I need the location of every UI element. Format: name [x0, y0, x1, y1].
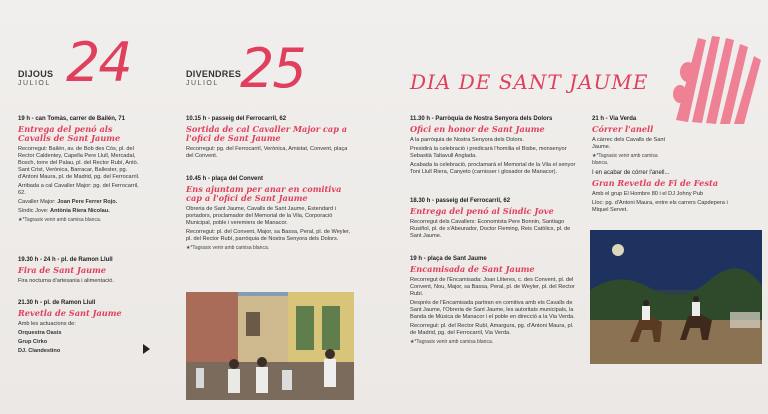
event-saint-2 — [410, 198, 580, 242]
event-text: Recorregut de l'Encamisada: Joan Lliteres, c. des Convent, pl. del Convent, Nou, Major, sa Bassa, Peral, pl. de Weyler, pl. del Rector Rubí. — [410, 277, 575, 297]
event-time: 11.30 h - Parròquia de Nostra Senyora dels Dolors — [410, 116, 553, 122]
event-title: Entrega del penó als Cavalls de Sant Jaume — [18, 124, 121, 143]
event-text: Recorregut dels Cavallers: Economista Pere Bonnin, Santiago Rusiñol, pl. de s'Abeurador, Doctor Fleming, Reis Catòlics, pl. de Sant Jaume. — [410, 219, 571, 239]
band-name: Orquestra Oasis — [18, 330, 62, 336]
day-25-month: JULIOL — [186, 80, 219, 87]
night-horse-photo — [590, 230, 762, 364]
event-title: Córrer l'anell — [592, 124, 654, 134]
event-time: 19.30 h - 24 h - pl. de Ramon Llull — [18, 257, 113, 263]
event-25-1 — [186, 116, 352, 162]
event-title: Gran Revetla de Fi de Festa — [592, 178, 719, 188]
event-person: Cavaller Major: Joan Pere Ferrer Rojo. — [18, 199, 118, 205]
event-title: Ens ajuntam per anar en comitiva cap a l'ofici de Sant Jaume — [186, 184, 342, 203]
event-text: Recorregut: pg. del Ferrocarril, Verònica, Amistat, Convent, plaça del Convent. — [186, 146, 348, 159]
band-name: DJ. Clandestino — [18, 348, 61, 354]
event-time: 19 h - can Tomàs, carrer de Bailén, 71 — [18, 116, 125, 122]
event-24-1 — [18, 116, 146, 224]
event-title: Sortida de cal Cavaller Major cap a l'ofici de Sant Jaume — [186, 124, 348, 143]
event-time: 21.30 h - pl. de Ramon Llull — [18, 300, 96, 306]
event-text: Recorregut: Bailén, av. de Bob des Cós, pl. del Rector Caldentey, Capella Pere Llull, Mercadal, Bosch, torre del Palau, pl. del Rector Rubí, Antò. Sant Crist, Verònica, Barracar, Ballester, pg. d'Antoni Maura, pl. de Madrid, pg. del Ferrocarril. — [18, 146, 140, 180]
event-time: 19 h - plaça de Sant Jaume — [410, 256, 487, 262]
event-dress-note: ★ *Tagrasix venir amb camisa blanca. — [410, 339, 580, 346]
event-title: Encamisada de Sant Jaume — [410, 264, 535, 274]
event-dress-note: ★ *Tagrasix venir amb camisa blanca. — [186, 245, 352, 252]
event-time: 10.15 h - passeig del Ferrocarril, 62 — [186, 116, 287, 122]
event-time: 21 h - Via Verda — [592, 116, 637, 122]
event-text: Amb les actuacions de: — [18, 321, 76, 327]
event-25-2 — [186, 176, 352, 252]
event-saint-5 — [592, 170, 742, 216]
event-dress-note: ★ *Tagrasix venir amb camisa blanca. — [592, 153, 672, 167]
event-time: 10.45 h - plaça del Convent — [186, 176, 264, 182]
day-25-number: 25 — [240, 37, 305, 100]
event-title: Fira de Sant Jaume — [18, 265, 106, 275]
event-text: A la parròquia de Nostra Senyora dels Dolors. — [410, 137, 524, 143]
event-text: Arribada a cal Cavaller Major: pg. del Ferrocarril, 62. — [18, 183, 139, 196]
day-25-name: DIVENDRES — [186, 69, 242, 79]
event-text: Obreria de Sant Jaume, Cavalls de Sant Jaume, Estendard i portadors, proclamador del Memorial de la Vila, Corporació Municipal, poble i veremiers de Manacor. — [186, 206, 336, 226]
saint-day-heading: DIA DE SANT JAUME — [410, 70, 649, 94]
event-text: Fira nocturna d'artesania i alimentació. — [18, 278, 114, 284]
event-title: Entrega del penó al Síndic Jove — [410, 206, 554, 216]
event-title: Revetla de Sant Jaume — [18, 308, 122, 318]
event-text: Amb el grup El Hombre 80 i el DJ Johny Pub — [592, 191, 703, 197]
event-saint-4 — [592, 116, 672, 167]
event-title: Ofici en honor de Sant Jaume — [410, 124, 545, 134]
event-text: Lloc: pg. d'Antoni Maura, entre els carrers Capdepera i Miquel Servet. — [592, 200, 728, 213]
day-24-number: 24 — [66, 31, 131, 94]
street-procession-photo — [186, 292, 354, 400]
event-24-3 — [18, 300, 146, 357]
band-name: Grup Cirko — [18, 339, 48, 345]
event-text: Després de l'Encamisada partiran en comitiva amb els Cavalls de Sant Jaume, l'Obreria de Sant Jaume, les autoritats municipals, la Banda de Música de Manacor i el poble en direcció a la Via Verda. — [410, 300, 575, 320]
day-24-name: DIJOUS — [18, 69, 54, 79]
event-text: Acabada la celebració, proclamarà el Memorial de la Vila el senyor Toni Llull Riera, Canyeto (carnisser i glosador de Manacor). — [410, 162, 576, 175]
event-saint-3 — [410, 256, 580, 346]
event-dress-note: ★ *Tagrasix venir amb camisa blanca. — [18, 217, 146, 224]
event-saint-1 — [410, 116, 580, 178]
day-24-month: JULIOL — [18, 80, 51, 87]
event-24-2 — [18, 257, 146, 287]
arrow-right-icon — [143, 344, 150, 354]
scallop-shell-icon — [668, 28, 764, 128]
event-text: Recorregut: pl. del Rector Rubí, Amargura, pg. d'Antoni Maura, pl. de Madrid, pg. del Ferrocarril, Via Verda. — [410, 323, 574, 336]
event-text: Presidirà la celebració i predicarà l'homilia el Bisbe, monsenyor Sebastià Taltavull Anglada. — [410, 146, 567, 159]
event-time: 18.30 h - passeig del Ferrocarril, 62 — [410, 198, 511, 204]
event-text: Recorregut: pl. del Convent, Major, sa Bassa, Peral, pl. de Weyler, pl. del Rector Rubí, parròquia de Nostra Senyora dels Dolors. — [186, 229, 351, 242]
event-text: A càrrec dels Cavalls de Sant Jaume. — [592, 137, 666, 150]
event-time: I en acabar de córrer l'anell... — [592, 170, 670, 176]
event-person: Síndic Jove: Antònia Riera Nicolau. — [18, 208, 110, 214]
